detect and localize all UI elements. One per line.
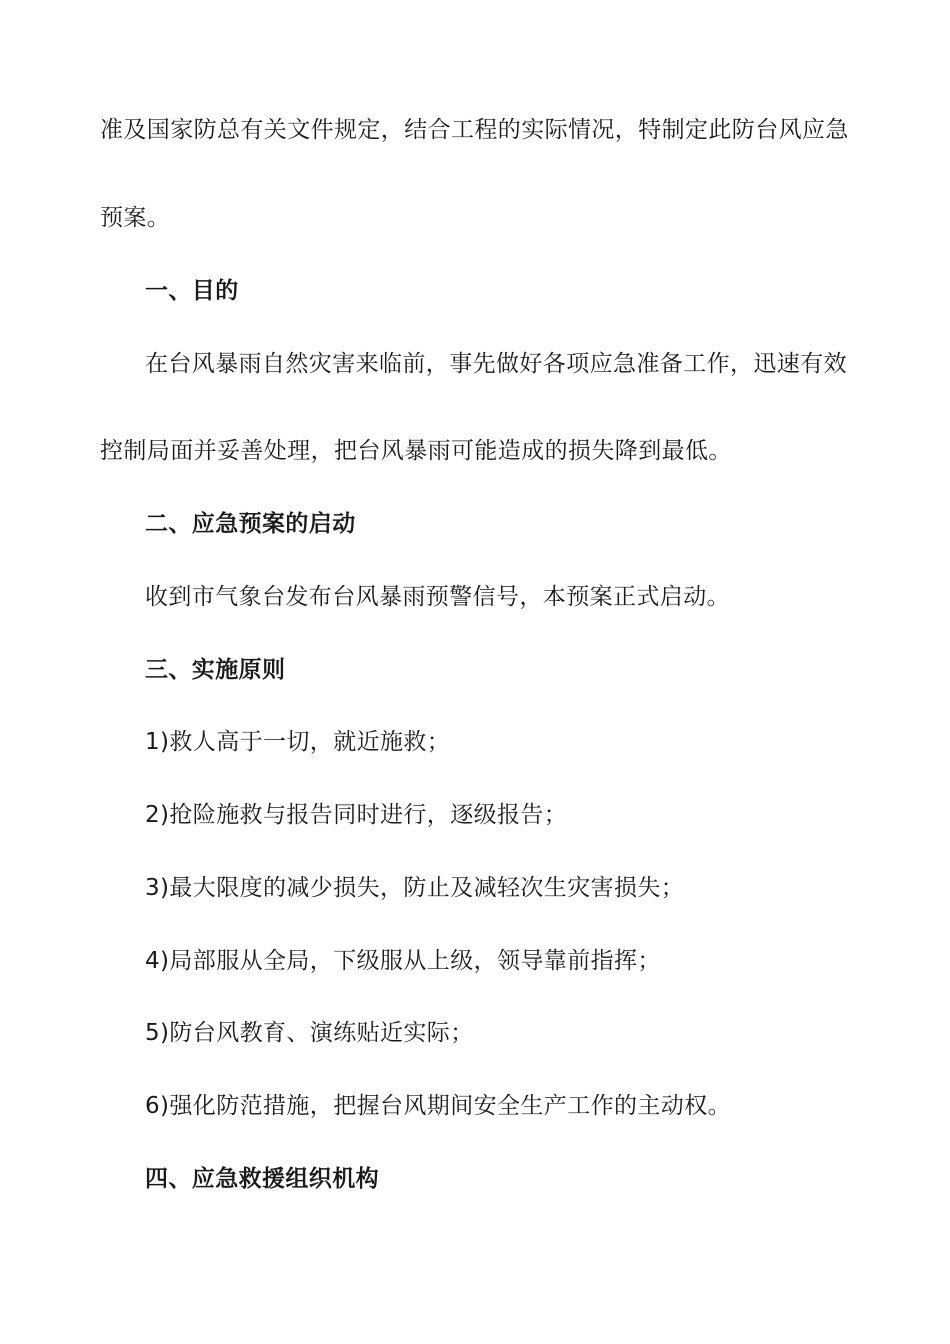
section-1-paragraph-line-1: 在台风暴雨自然灾害来临前，事先做好各项应急准备工作，迅速有效 bbox=[145, 351, 847, 377]
intro-line-2: 预案。 bbox=[100, 205, 171, 231]
principle-item-5: 5)防台风教育、演练贴近实际； bbox=[145, 1020, 474, 1046]
section-3-heading: 三、实施原则 bbox=[145, 657, 286, 683]
principle-item-1: 1)救人高于一切，就近施救； bbox=[145, 729, 451, 755]
section-4-heading: 四、应急救援组织机构 bbox=[145, 1166, 379, 1192]
principle-item-2: 2)抢险施救与报告同时进行，逐级报告； bbox=[145, 802, 568, 828]
intro-line-1: 准及国家防总有关文件规定，结合工程的实际情况，特制定此防台风应急 bbox=[100, 117, 849, 143]
principle-item-4: 4)局部服从全局，下级服从上级，领导靠前指挥； bbox=[145, 948, 661, 974]
section-2-paragraph: 收到市气象台发布台风暴雨预警信号，本预案正式启动。 bbox=[145, 584, 730, 610]
section-1-paragraph-line-2: 控制局面并妥善处理，把台风暴雨可能造成的损失降到最低。 bbox=[100, 438, 732, 464]
principle-item-3: 3)最大限度的减少损失，防止及减轻次生灾害损失； bbox=[145, 875, 685, 901]
section-1-heading: 一、目的 bbox=[145, 278, 239, 304]
principle-item-6: 6)强化防范措施，把握台风期间安全生产工作的主动权。 bbox=[145, 1093, 732, 1119]
section-2-heading: 二、应急预案的启动 bbox=[145, 511, 356, 537]
